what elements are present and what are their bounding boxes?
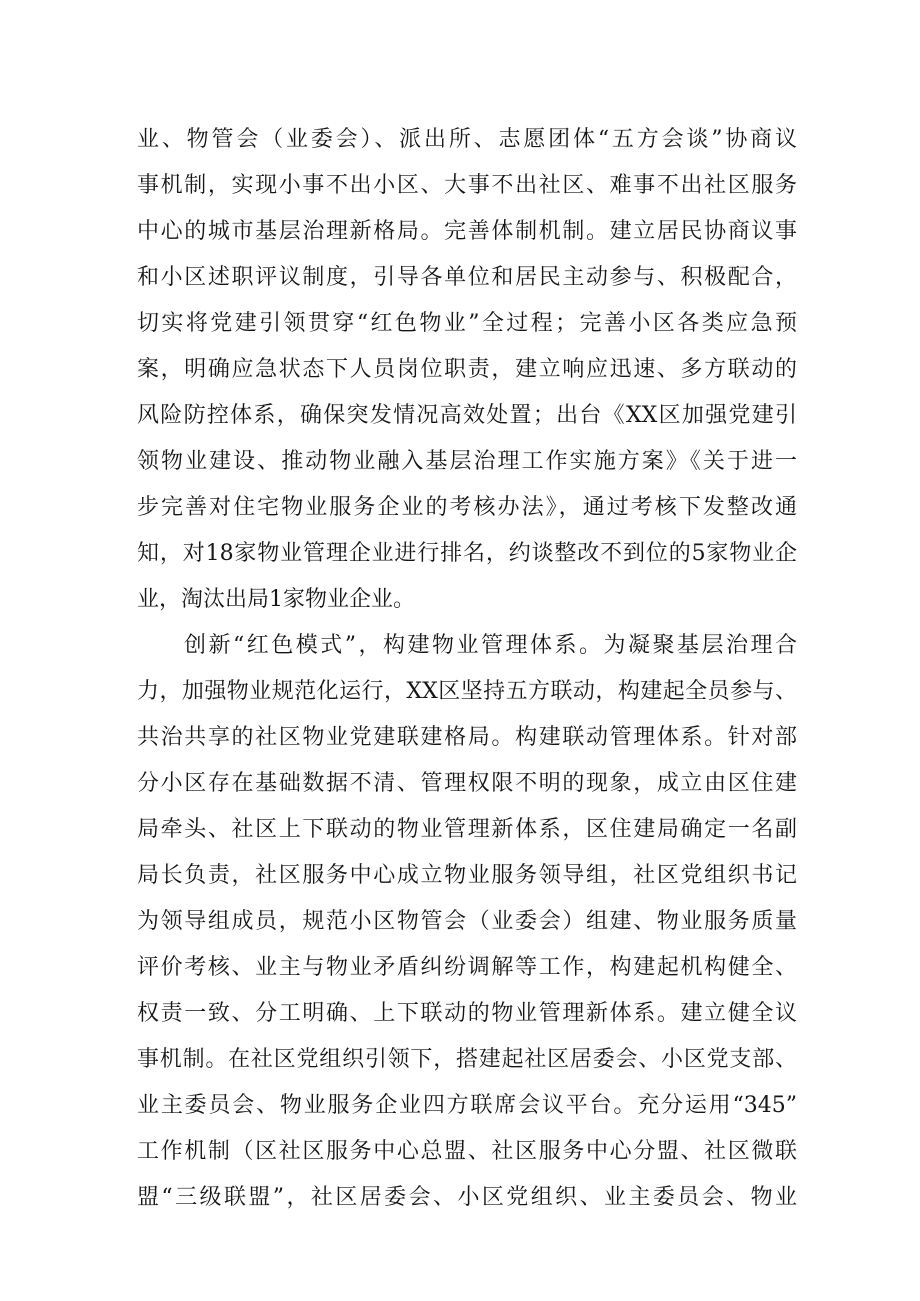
text-line: 步完善对住宅物业服务企业的考核办法》，通过考核下发整改通 (137, 495, 797, 520)
text-line: 分小区存在基础数据不清、管理权限不明的现象，成立由区住建 (137, 771, 797, 796)
text-line: 业，淘汰出局1家物业企业。 (137, 587, 415, 612)
text-line: 共治共享的社区物业党建联建格局。构建联动管理体系。针对部 (137, 725, 797, 750)
text-line: 盟“三级联盟”，社区居委会、小区党组织、业主委员会、物业 (137, 1185, 797, 1210)
text-line: 案，明确应急状态下人员岗位职责，建立响应迅速、多方联动的 (137, 357, 797, 382)
text-line: 中心的城市基层治理新格局。完善体制机制。建立居民协商议事 (137, 219, 797, 244)
text-line: 工作机制（区社区服务中心总盟、社区服务中心分盟、社区微联 (137, 1139, 797, 1164)
text-line: 和小区述职评议制度，引导各单位和居民主动参与、积极配合， (137, 265, 797, 290)
text-line: 风险防控体系，确保突发情况高效处置；出台《XX区加强党建引 (137, 403, 797, 428)
text-line: 评价考核、业主与物业矛盾纠纷调解等工作，构建起机构健全、 (137, 955, 797, 980)
text-line: 局牵头、社区上下联动的物业管理新体系，区住建局确定一名副 (137, 817, 797, 842)
text-line: 事机制。在社区党组织引领下，搭建起社区居委会、小区党支部、 (137, 1047, 797, 1072)
text-line: 局长负责，社区服务中心成立物业服务领导组，社区党组织书记 (137, 863, 797, 888)
paragraph-start-line: 创新“红色模式”，构建物业管理体系。为凝聚基层治理合 (184, 633, 797, 658)
text-line: 事机制，实现小事不出小区、大事不出社区、难事不出社区服务 (137, 173, 797, 198)
text-line: 领物业建设、推动物业融入基层治理工作实施方案》《关于进一 (137, 449, 797, 474)
text-line: 为领导组成员，规范小区物管会（业委会）组建、物业服务质量 (137, 909, 797, 934)
text-line: 知，对18家物业管理企业进行排名，约谈整改不到位的5家物业企 (137, 541, 797, 566)
text-line: 权责一致、分工明确、上下联动的物业管理新体系。建立健全议 (137, 1001, 797, 1026)
text-line: 力，加强物业规范化运行，XX区坚持五方联动，构建起全员参与、 (137, 679, 797, 704)
text-line: 切实将党建引领贯穿“红色物业”全过程；完善小区各类应急预 (137, 311, 797, 336)
text-line: 业、物管会（业委会）、派出所、志愿团体“五方会谈”协商议 (137, 127, 797, 152)
text-line: 业主委员会、物业服务企业四方联席会议平台。充分运用“345” (137, 1093, 797, 1118)
